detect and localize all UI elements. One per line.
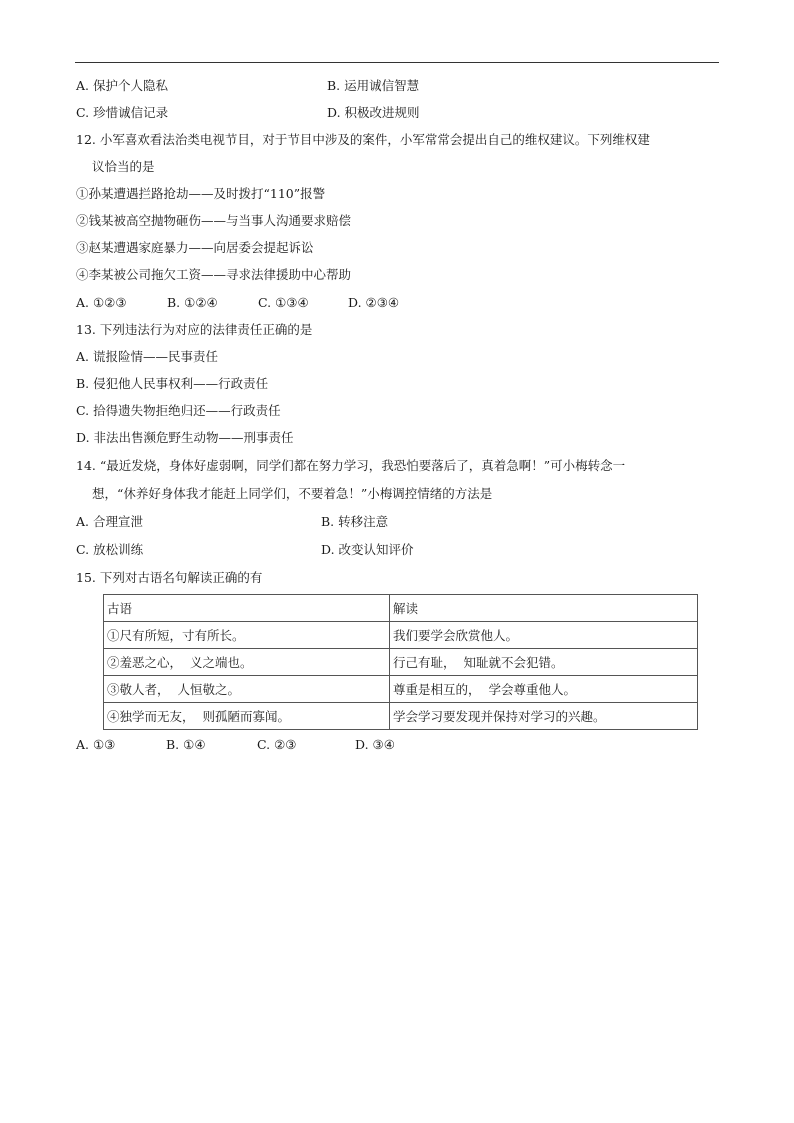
- q11-option-b[interactable]: B. 运用诚信智慧: [327, 78, 420, 93]
- table-row: [104, 703, 698, 730]
- table-cell: 尊重是相互的， 学会尊重他人。: [390, 676, 698, 703]
- table-cell: ①尺有所短，寸有所长。: [104, 622, 390, 649]
- table-header-cell: 解读: [390, 595, 698, 622]
- q12-option-b[interactable]: B. ①②④: [167, 295, 218, 310]
- q12-item-3: ③赵某遭遇家庭暴力——向居委会提起诉讼: [76, 240, 314, 255]
- q12-option-a[interactable]: A. ①②③: [76, 295, 127, 310]
- q15-stem: 15. 下列对古语名句解读正确的有: [76, 570, 263, 585]
- q12-item-4: ④李某被公司拖欠工资——寻求法律援助中心帮助: [76, 267, 352, 282]
- table-cell: 学会学习要发现并保持对学习的兴趣。: [390, 703, 698, 730]
- table-cell: 我们要学会欣赏他人。: [390, 622, 698, 649]
- table-header-row: [104, 595, 698, 622]
- table-cell: 行己有耻， 知耻就不会犯错。: [390, 649, 698, 676]
- q13-option-a[interactable]: A. 谎报险情——民事责任: [76, 349, 218, 364]
- q14-option-a[interactable]: A. 合理宣泄: [76, 514, 143, 529]
- q14-option-d[interactable]: D. 改变认知评价: [321, 542, 414, 557]
- q11-option-d[interactable]: D. 积极改进规则: [327, 105, 420, 120]
- q15-option-a[interactable]: A. ①③: [76, 737, 116, 752]
- q15-option-c[interactable]: C. ②③: [257, 737, 297, 752]
- header-rule: [75, 62, 719, 63]
- table-cell: ④独学而无友， 则孤陋而寡闻。: [104, 703, 390, 730]
- q13-option-b[interactable]: B. 侵犯他人民事权利——行政责任: [76, 376, 269, 391]
- q12-stem-line1: 12. 小军喜欢看法治类电视节目，对于节目中涉及的案件，小军常常会提出自己的维权建议。下列维权建: [76, 132, 650, 147]
- q12-item-1: ①孙某遭遇拦路抢劫——及时拨打“110”报警: [76, 186, 326, 201]
- q15-option-d[interactable]: D. ③④: [355, 737, 395, 752]
- q14-option-c[interactable]: C. 放松训练: [76, 542, 144, 557]
- q14-stem-line2: 想，“休养好身体我才能赶上同学们，不要着急！”小梅调控情绪的方法是: [92, 486, 493, 501]
- q12-option-c[interactable]: C. ①③④: [258, 295, 309, 310]
- q13-stem: 13. 下列违法行为对应的法律责任正确的是: [76, 322, 313, 337]
- q15-table: [103, 594, 698, 730]
- q12-item-2: ②钱某被高空抛物砸伤——与当事人沟通要求赔偿: [76, 213, 352, 228]
- q11-option-c[interactable]: C. 珍惜诚信记录: [76, 105, 169, 120]
- q15-option-b[interactable]: B. ①④: [166, 737, 206, 752]
- table-cell: ②羞恶之心， 义之端也。: [104, 649, 390, 676]
- q12-option-d[interactable]: D. ②③④: [348, 295, 400, 310]
- q13-option-c[interactable]: C. 拾得遗失物拒绝归还——行政责任: [76, 403, 281, 418]
- table-cell: ③敬人者， 人恒敬之。: [104, 676, 390, 703]
- q11-option-a[interactable]: A. 保护个人隐私: [76, 78, 168, 93]
- table-row: [104, 649, 698, 676]
- q14-stem-line1: 14. “最近发烧，身体好虚弱啊，同学们都在努力学习，我恐怕要落后了，真着急啊！”可小梅转念一: [76, 458, 626, 473]
- table-row: [104, 622, 698, 649]
- table-row: [104, 676, 698, 703]
- table-header-cell: 古语: [104, 595, 390, 622]
- q12-stem-line2: 议恰当的是: [92, 159, 155, 174]
- q14-option-b[interactable]: B. 转移注意: [321, 514, 389, 529]
- q13-option-d[interactable]: D. 非法出售濒危野生动物——刑事责任: [76, 430, 294, 445]
